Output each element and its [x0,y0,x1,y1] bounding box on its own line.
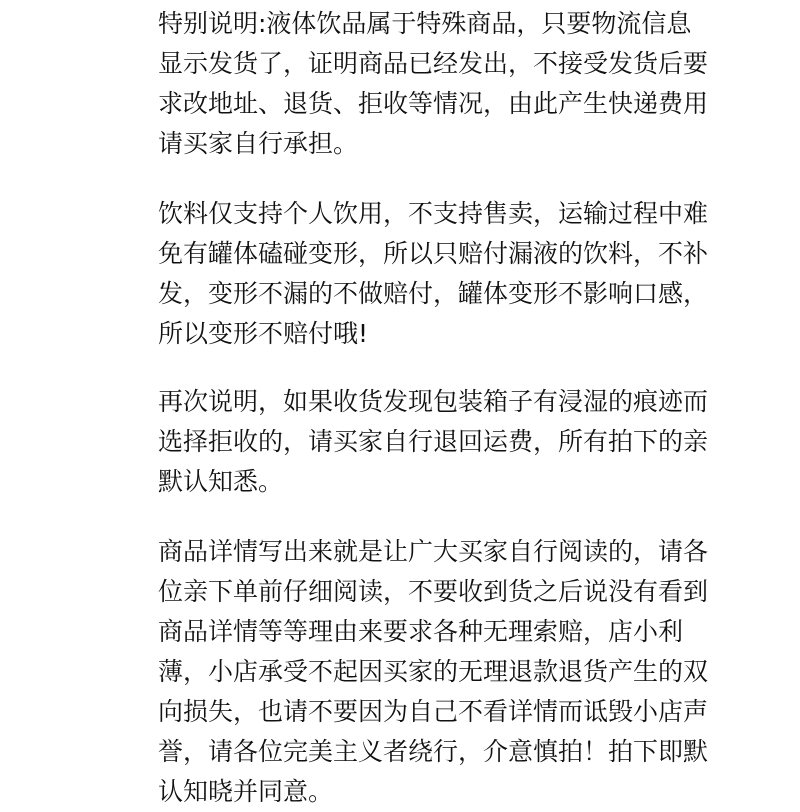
text-line: 商品详情写出来就是让广大买家自行阅读的，请各 [158,537,709,566]
text-line: 饮料仅支持个人饮用，不支持售卖，运输过程中难 [158,199,709,228]
text-line: 显示发货了，证明商品已经发出，不接受发货后要 [158,49,709,78]
paragraph-personal-use-notice [158,194,758,354]
paragraph-rejection-notice [158,382,758,502]
text-line: 向损失，也请不要因为自己不看详情而诋毁小店声 [158,697,709,726]
text-line: 再次说明，如果收货发现包装箱子有浸湿的痕迹而 [158,387,709,416]
text-line: 选择拒收的，请买家自行退回运费，所有拍下的亲 [158,427,709,456]
text-line: 薄，小店承受不起因买家的无理退款退货产生的双 [158,657,709,686]
text-line: 求改地址、退货、拒收等情况，由此产生快递费用 [158,89,709,118]
text-line: 认知晓并同意。 [158,777,334,806]
text-line: 誉，请各位完美主义者绕行，介意慎拍！拍下即默 [158,737,709,766]
text-line: 免有罐体磕碰变形，所以只赔付漏液的饮料，不补 [158,239,709,268]
text-line: 默认知悉。 [158,467,284,496]
paragraph-liquid-shipping-notice [158,4,758,164]
text-line: 位亲下单前仔细阅读，不要收到货之后说没有看到 [158,577,709,606]
text-line: 特别说明:液体饮品属于特殊商品，只要物流信息 [158,9,692,38]
text-line: 发，变形不漏的不做赔付，罐体变形不影响口感， [158,279,709,308]
paragraph-read-details-notice [158,532,758,812]
text-line: 所以变形不赔付哦! [158,319,369,348]
text-line: 请买家自行承担。 [158,129,359,158]
text-line: 商品详情等等理由来要求各种无理索赔，店小利 [158,617,684,646]
